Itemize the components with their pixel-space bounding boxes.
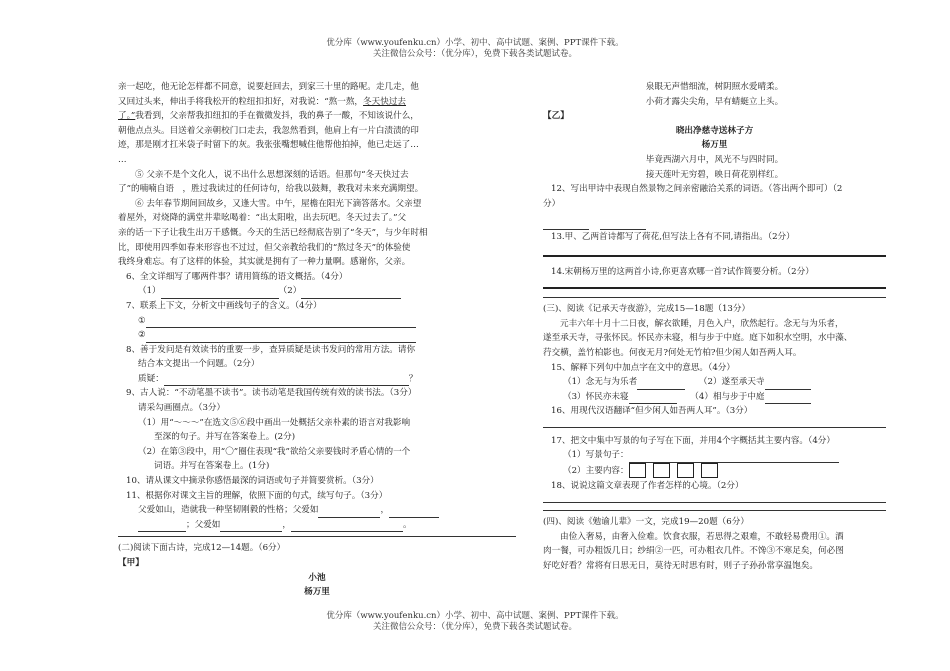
section-4-title: (四)、阅读《勉谕儿辈》一文，完成19—20题（6分） <box>543 517 749 528</box>
question-10: 10、请从课文中摘录你感悟最深的词语或句子并简要赏析。（3分） <box>126 476 379 487</box>
poem-2-line-2: 接天莲叶无穷碧，映日荷花别样红。 <box>645 169 784 180</box>
underlined-sentence: 冬天快过去 <box>363 96 407 107</box>
poem-1-line-2: 小荷才露尖尖角，早有蜻蜓立上头。 <box>645 96 784 107</box>
page-footer <box>0 611 950 633</box>
question-14: 14.宋朝杨万里的这两首小诗,你更喜欢哪一首?试作简要分析。（2分） <box>551 266 814 277</box>
page-header <box>0 38 950 60</box>
question-9: 9、古人说：“不动笔墨不读书”。读书动笔是我国传统有效的读书法。（3分） <box>126 388 417 399</box>
section-3-title: (三)、阅读《记承天寺夜游》，完成15—18题（13分） <box>543 304 751 315</box>
right-column: 泉眼无声惜细流，树阴照水爱晴柔。 小荷才露尖尖角，早有蜻蜓立上头。 【乙】 晓出净慈寺送林子方 杨万里 毕竟西湖六月中，风光不与四时同。 接天莲叶无穷碧，映日荷花别样红。 12、写出甲诗中表现自然景物之间亲密融洽关系的词语。（答出两个即可）（2 分） 13.甲、乙两首诗都写了荷花,但写法上各有不同,请指出。（2分） 14.宋朝杨万里的这两首小诗,你更喜欢哪一首?试作简要分析。（2分） (三)、阅读《记承天寺夜游》，完成15—18题（13分） 元丰六年十月十二日夜，解衣欲睡，月色入户，欣然起行。念无与为乐者， 遂至承天寺，寻张怀民。怀民亦未寝，相与步于中庭。庭下如积水空明，水中藻、 荇交横，盖竹柏影也。何夜无月?何处无竹柏?但少闲人如吾两人耳。 15、解释下列句中加点字在文中的意思。（4分） （1）念无与为乐者 （2）遂至承天寺 （3）怀民亦未寝 （4）相与步于中庭 16、用现代汉语翻译“但少闲人如吾两人耳”。（3分） 17、把文中集中写景的句子写在下面，并用4个字概括其主要内容。（4分） （1）写景句子： （2）主要内容： 18、说说这篇文章表现了作者怎样的心境。（2分） (四)、阅读《勉谕儿辈》一文，完成19—20题（6分） 由俭入奢易，由奢入俭难。饮食衣服，若思得之艰难，不敢轻易费用①。酒 肉一餐，可办粗饭几日；纱绢②一匹，可办粗衣几件。不馋③不寒足矣，何必图 好吃好看？常将有日思无日，莫待无时思有时，则子子孙孙常享温饱矣。 <box>543 80 886 574</box>
answer-16-line[interactable] <box>543 427 886 428</box>
answer-13-line[interactable] <box>543 255 886 257</box>
poem-1-line-1: 泉眼无声惜细流，树阴照水爱晴柔。 <box>645 82 784 92</box>
answer-6: （1） （2） <box>118 284 516 299</box>
section-2-title: (二)阅读下面古诗，完成12—14题。（6分） <box>118 543 286 554</box>
footer-line-2: 关注微信公众号：（优分库），免费下载各类试题试卷。 <box>372 622 577 632</box>
header-line-2: 关注微信公众号：（优分库），免费下载各类试题试卷。 <box>372 49 577 59</box>
answer-14-line[interactable] <box>543 287 886 289</box>
divider <box>118 536 516 537</box>
question-11: 11、根据你对课文主旨的理解，依照下面的句式，续写句子。（3分） <box>126 490 388 501</box>
question-18: 18、说说这篇文章表现了作者怎样的心境。（2分） <box>551 480 744 491</box>
tag-yi: 【乙】 <box>543 111 569 122</box>
tag-jia: 【甲】 <box>118 558 144 568</box>
poem-2-title: 晓出净慈寺送林子方 <box>675 125 754 136</box>
poem-2-line-1: 毕竟西湖六月中，风光不与四时同。 <box>645 154 784 165</box>
question-15: 15、解释下列句中加点字在文中的意思。（4分） <box>551 362 735 373</box>
para-4: 亲一起吃，他无论怎样都不同意，说要赶回去，到家三十里的路呢。走几走，他 <box>118 82 419 92</box>
poem-1-author: 杨万里 <box>304 587 330 598</box>
question-8: 8、善于发问是有效读书的重要一步，查异质疑是读书发问的常用方法。请你 <box>126 344 416 355</box>
header-line-1: 优分库（www.youfenku.cn）小学、初中、高中试题、案例、PPT课件下载。 <box>326 38 624 48</box>
question-7: 7、联系上下文，分析文中画线句子的含义。（4分） <box>126 300 322 311</box>
question-13: 13.甲、乙两首诗都写了荷花,但写法上各有不同,请指出。（2分） <box>551 231 795 242</box>
para-5: ⑤ 父亲不是个文化人，说不出什么思想深刻的话语。但那句“冬天快过去 <box>135 169 409 180</box>
answer-18-line[interactable] <box>543 502 886 503</box>
left-column: 亲一起吃，他无论怎样都不同意，说要赶回去，到家三十里的路呢。走几走，他 又回过头来，伸出手将我松开的粒纽扣扣好，对我说：“熬一熬，冬天快过去 了。”我看到，父亲帮我扣纽扣的手在微微发抖，我的鼻子一酸，不知该说什么， 朝他点点头。目送着父亲朝校门口走去，我忽然看到，他肩上有一片白渍渍的印 迹，那是刚才扛米袋子时留下的灰。我张张嘴想喊住他帮他拍掉，他已走远了… … ⑤ 父亲不是个文化人，说不出什么思想深刻的话语。但那句“冬天快过去 了”的喃喃自语 ，胜过我读过的任何诗句，给我以鼓舞，教我对未来充满期望。 ⑥ 去年春节期间回故乡，又逢大雪。中午，屋檐在阳光下滴答落水。父亲望 着屋外，对烧降的满堂井辈吆喝着：“出太阳啦，出去玩吧。冬天过去了。”父 亲的话一下子让我生出万千感慨。今天的生活已经彻底告别了“冬天”，与少年时相 比，即使用四季如春来形容也不过过，但父亲教给我们的“熬过冬天”的体验使 我终身难忘。有了这样的体验，其实就是拥有了一种力量啊。感谢你，父亲。 6、全文详细写了哪两件事？请用简练的语文概括。（4分） （1） （2） 7、联系上下文，分析文中画线句子的含义。（4分） ① ② 8、善于发问是有效读书的重要一步，查异质疑是读书发问的常用方法。请你 结合本文提出一个问题。（2分） 质疑： ？ 9、古人说：“不动笔墨不读书”。读书动笔是我国传统有效的读书法。（3分） 请采勾画圈点。（3分） （1）用“～～～”在选文⑤⑥段中画出一处概括父亲朴素的语言对我影响 至深的句子。并写在答案卷上。(2分) （2）在第③段中，用“〇”圈住表现“我”欲给父亲要钱时矛盾心情的一个 词语。并写在答案卷上。(1分) 10、请从课文中摘录你感悟最深的词语或句子并简要赏析。（3分） 11、根据你对课文主旨的理解，依照下面的句式，续写句子。（3分） 父爱如山，造就我一种坚韧刚毅的性格；父爱如 ， ；父爱如 ， 。 (二)阅读下面古诗，完成12—14题。（6分） 【甲】 小池 杨万里 <box>118 80 516 600</box>
para-6: ⑥ 去年春节期间回故乡，又逢大雪。中午，屋檐在阳光下滴答落水。父亲望 <box>135 198 422 209</box>
poem-2-author: 杨万里 <box>701 140 728 151</box>
question-12: 12、写出甲诗中表现自然景物之间亲密融洽关系的词语。（答出两个即可）（2 <box>551 184 843 195</box>
poem-1-title: 小池 <box>308 572 326 583</box>
footer-line-1: 优分库（www.youfenku.cn）小学、初中、高中试题、案例、PPT课件下载。 <box>326 611 624 621</box>
question-17: 17、把文中集中写景的句子写在下面，并用4个字概括其主要内容。（4分） <box>551 435 835 446</box>
question-6: 6、全文详细写了哪两件事？请用简练的语文概括。（4分） <box>126 271 348 282</box>
question-16: 16、用现代汉语翻译“但少闲人如吾两人耳”。（3分） <box>551 406 753 417</box>
